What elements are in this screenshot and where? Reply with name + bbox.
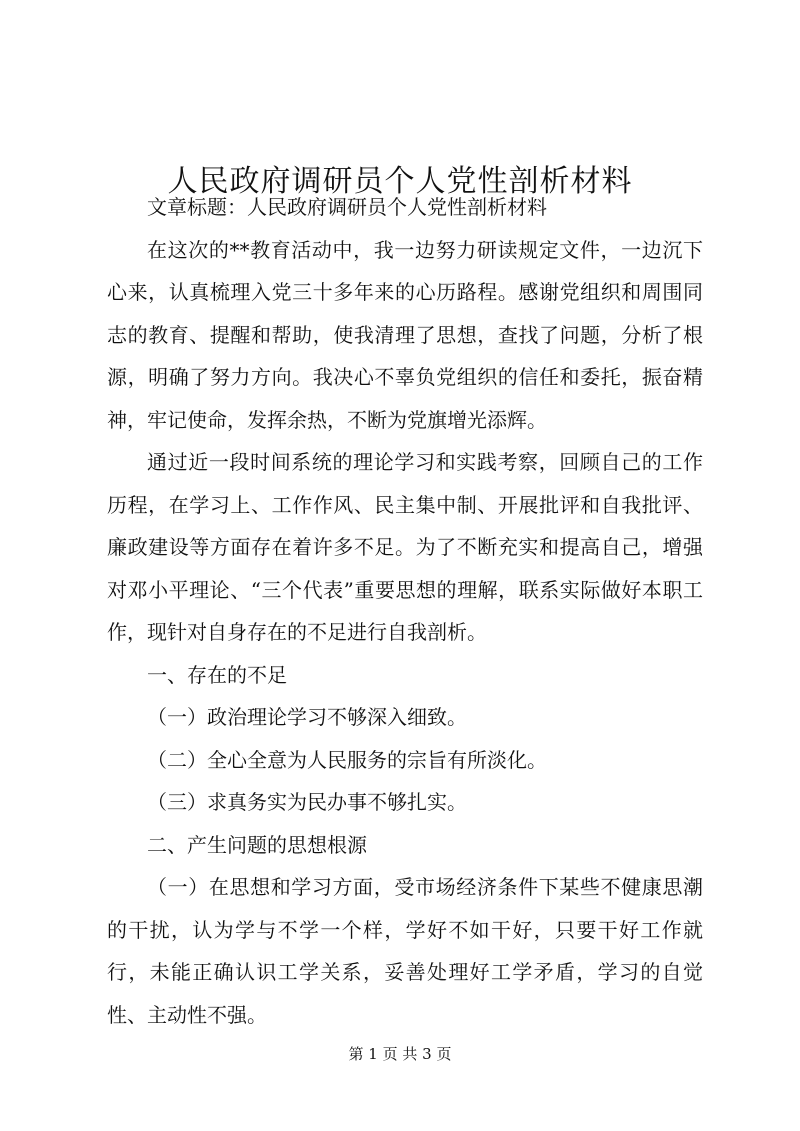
root-cause-item-1: （一）在思想和学习方面，受市场经济条件下某些不健康思潮的干扰，认为学与不学一个样，学好不如干好，只要干好工作就行，未能正确认识工学关系，妥善处理好工学矛盾，学习的自觉性、主动性不强。 <box>107 875 703 1027</box>
paragraph-intro: 在这次的**教育活动中，我一边努力研读规定文件，一边沉下心来，认真梳理入党三十多年来的心历路程。感谢党组织和周围同志的教育、提醒和帮助，使我清理了思想，查找了问题，分析了根源，明确了努力方向。我决心不辜负党组织的信任和委托，振奋精神，牢记使命，发挥余热，不断为党旗增光添辉。 <box>107 237 703 432</box>
paragraph-review: 通过近一段时间系统的理论学习和实践考察，回顾自己的工作历程，在学习上、工作作风、民主集中制、开展批评和自我批评、廉政建设等方面存在着许多不足。为了不断充实和提高自己，增强对邓小平理论、“三个代表”重要思想的理解，联系实际做好本职工作，现针对自身存在的不足进行自我剖析。 <box>107 450 703 644</box>
section-heading-root-causes: 二、产生问题的思想根源 <box>147 832 367 857</box>
shortcoming-item-2: （二）全心全意为人民服务的宗旨有所淡化。 <box>147 747 547 772</box>
document-body <box>107 186 703 1036</box>
page-number-footer: 第 1 页 共 3 页 <box>348 1045 452 1063</box>
shortcoming-item-3: （三）求真务实为民办事不够扎实。 <box>147 790 467 814</box>
section-heading-shortcomings: 一、存在的不足 <box>147 662 287 687</box>
shortcoming-item-1: （一）政治理论学习不够深入细致。 <box>147 705 467 729</box>
document-title: 人民政府调研员个人党性剖析材料 <box>167 164 633 200</box>
paragraph-article-title: 文章标题：人民政府调研员个人党性剖析材料 <box>147 195 547 219</box>
